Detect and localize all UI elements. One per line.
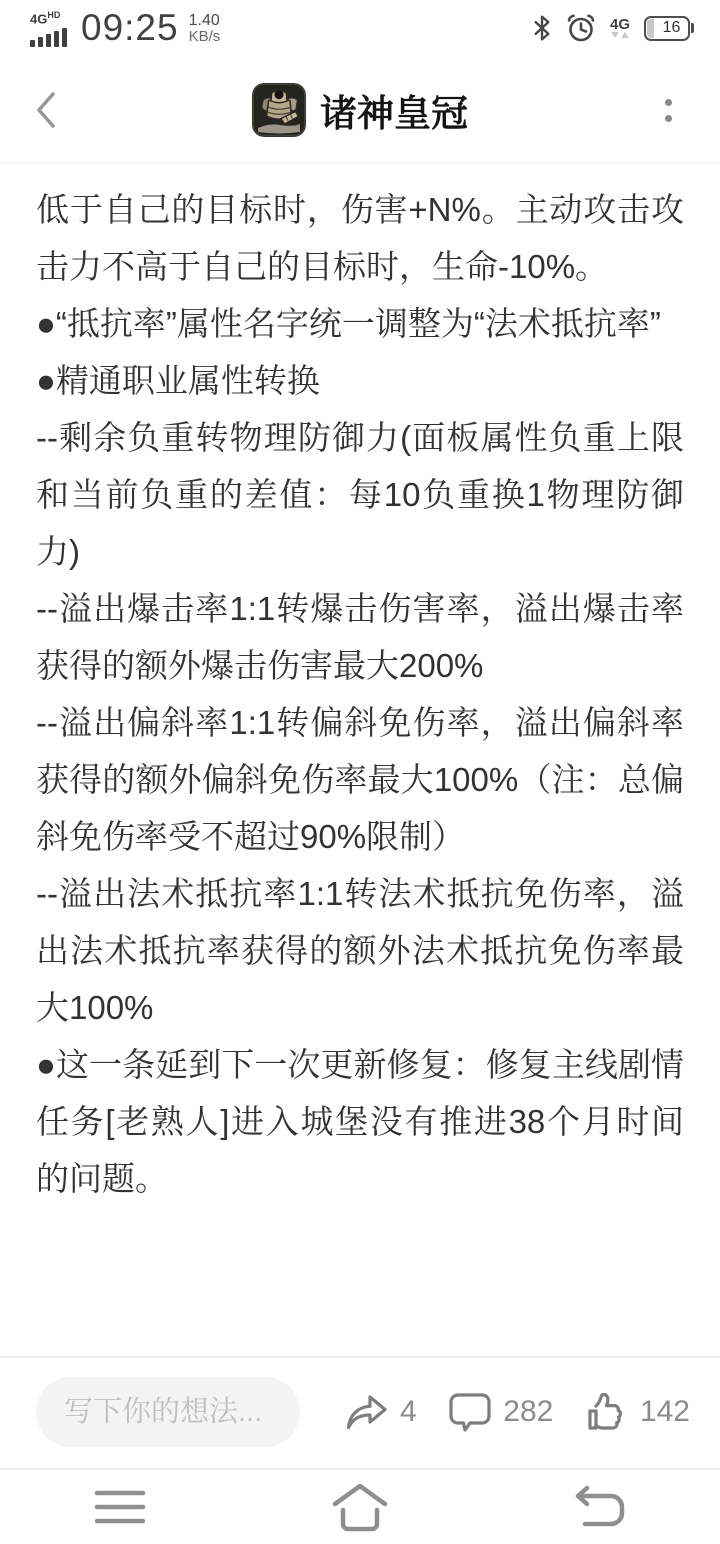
dots-menu-icon [665, 99, 672, 106]
thumbs-up-icon [584, 1390, 630, 1434]
battery-percent: 16 [662, 19, 681, 36]
signal-strength-icon [30, 9, 67, 46]
return-arrow-icon [573, 1485, 627, 1529]
share-icon [344, 1391, 390, 1433]
content-paragraph: ●精通职业属性转换 [36, 362, 320, 399]
battery-fill [647, 19, 654, 38]
header-title-group [0, 56, 720, 163]
home-icon [329, 1482, 391, 1532]
nav-menu-button[interactable] [0, 1470, 240, 1544]
status-right-group [532, 13, 690, 43]
status-left-group [30, 7, 220, 49]
status-bar [0, 0, 720, 56]
content-paragraph: ●这一条延到下一次更新修复：修复主线剧情任务[老熟人]进入城堡没有推进38个月时间的问题。 [36, 1046, 684, 1197]
signal-type-label: $4G^{HD}$ [30, 10, 61, 27]
post-content [0, 164, 720, 1354]
status-time: 09:25 [81, 7, 179, 48]
comment-button[interactable] [447, 1390, 553, 1434]
menu-icon [94, 1490, 146, 1524]
like-button[interactable] [584, 1390, 690, 1434]
alarm-icon [566, 13, 596, 43]
content-paragraph: --溢出爆击率1:1转爆击伤害率，溢出爆击率获得的额外爆击伤害最大200% [36, 590, 684, 684]
nav-back-button[interactable] [480, 1470, 720, 1544]
content-paragraph: 低于自己的目标时，伤害+N%。主动攻击攻击力不高于自己的目标时，生命-10%。 [36, 191, 684, 285]
battery-icon [644, 16, 690, 41]
content-paragraph: ●“抵抗率”属性名字统一调整为“法术抵抗率” [36, 305, 661, 342]
post-actions [344, 1390, 690, 1434]
comment-bar [0, 1356, 720, 1466]
comment-input[interactable] [36, 1377, 300, 1447]
page-title: 诸神皇冠 [320, 92, 468, 134]
like-count: 142 [639, 1395, 690, 1428]
share-button[interactable] [344, 1391, 417, 1433]
header [0, 56, 720, 164]
nav-home-button[interactable] [240, 1470, 480, 1544]
content-paragraph: --剩余负重转物理防御力(面板属性负重上限和当前负重的差值：每10负重换1物理防御力) [36, 419, 684, 570]
share-count: 4 [400, 1395, 417, 1428]
more-menu-button[interactable] [650, 82, 686, 138]
bluetooth-icon [532, 13, 552, 43]
data-activity-arrows-icon [611, 32, 629, 38]
android-nav-bar [0, 1468, 720, 1544]
mobile-data-4g-icon: 4G [610, 18, 630, 38]
content-paragraph: --溢出偏斜率1:1转偏斜免伤率，溢出偏斜率获得的额外偏斜免伤率最大100%（注：总偏斜免伤率受不超过90%限制） [36, 704, 684, 855]
chevron-left-icon [35, 91, 57, 129]
content-paragraph: --溢出法术抵抗率1:1转法术抵抗免伤率，溢出法术抵抗率获得的额外法术抵抗免伤率最大100% [36, 875, 684, 1026]
game-app-icon[interactable] [252, 83, 306, 137]
comment-count: 282 [503, 1395, 554, 1428]
signal-bars-icon [30, 28, 67, 47]
back-button[interactable] [26, 84, 66, 136]
network-speed: 1.40 KB/s [188, 11, 221, 45]
comment-icon [447, 1390, 493, 1434]
